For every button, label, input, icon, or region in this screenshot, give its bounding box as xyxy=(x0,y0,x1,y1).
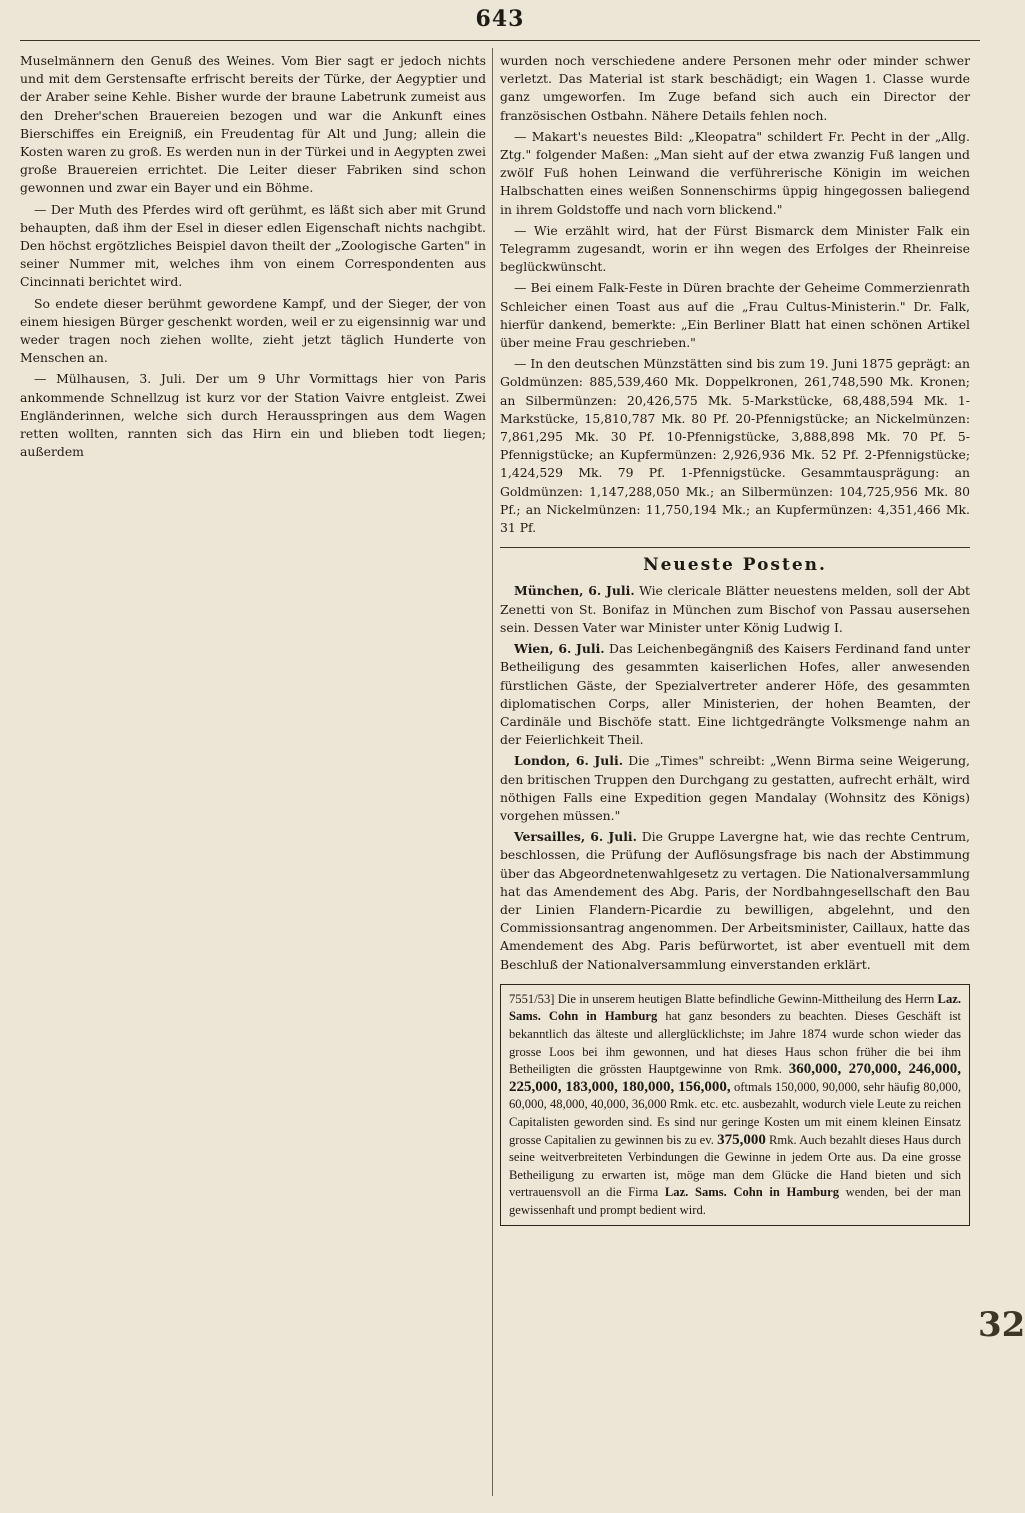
ad-reference: 7551/53] xyxy=(509,991,555,1006)
column-divider xyxy=(492,48,493,1496)
article-paragraph: — Makart's neuestes Bild: „Kleopatra" schildert Fr. Pecht in der „Allg. Ztg." folgender Maßen: „Man sieht auf der etwa zwanzig Fuß langen und zwölf Fuß hohen Leinwand die verführerische Königin im weichen Halbschatten eines weißen Sonnenschirms üppig hingegossen baliegend in ihrem Goldstoffe und nach vorn blickend." xyxy=(500,128,970,217)
lottery-advertisement xyxy=(500,984,970,1227)
article-paragraph: Muselmännern den Genuß des Weines. Vom Bier sagt er jedoch nichts und mit dem Gerstensafte erfrischt bereits der Türke, der Aegyptier und der Araber seine Kehle. Bisher wurde der braune Labetrunk zumeist aus den Dreher'schen Brauereien bezogen und war die Ankunft eines Bierschiffes ein Ereigniß, ein Freudentag für Alt und Jung; allein die Kosten waren zu groß. Es werden nun in der Türkei und in Aegypten zwei große Brauereien errichtet. Die Leiter dieser Fabriken sind schon gewonnen und zwar ein Bayer und ein Böhme. xyxy=(20,53,486,196)
ad-body: oftmals 150,000, 90,000, sehr häufig 80,000, 60,000, 48,000, 40,000, 36,000 Rmk. etc. etc. ausbezahlt, wodurch viele Leute zu reichen Capitalisten geworden sind. Es sind nur geringe Kosten um mit einem kleinen Einsatz grosse Capitalien zu gewinnen bis zu ev. xyxy=(509,1079,962,1147)
ad-prize-list: 360,000, 270,000, 246,000, 225,000, 183,000, 180,000, 156,000, xyxy=(509,1061,962,1095)
article-paragraph: — Der Muth des Pferdes wird oft gerühmt, es läßt sich aber mit Grund behaupten, daß ihm der Esel in dieser edlen Eigenschaft nichts nachgibt. Den höchst ergötzliches Beispiel davon theilt der „Zoologische Garten" in seiner Nummer mit, welches ihm von einem Correspondenten aus Cincinnati berichtet wird. xyxy=(20,201,486,290)
page-number: 643 xyxy=(475,6,525,32)
news-dateline: London, 6. Juli. xyxy=(514,753,624,769)
news-text: Das Leichenbegängniß des Kaisers Ferdinand fand unter Betheiligung des gesammten kaiserlichen Hofes, aller anwesenden fürstlichen Gäste, der Spezialvertreter anderer Höfe, des gesammten diplomatischen Corps, aller Ministerien, der hohen Beamten, der Cardinäle und Bischöfe statt. Eine lichtgedrängte Volksmenge nahm an der Feierlichkeit Theil. xyxy=(500,641,970,748)
section-rule xyxy=(500,547,970,548)
ad-firm-place: in Hamburg xyxy=(586,1009,658,1024)
news-item xyxy=(500,582,970,637)
article-paragraph: — Bei einem Falk-Feste in Düren brachte der Geheime Commerzienrath Schleicher einen Toast aus auf die „Frau Cultus-Ministerin." Dr. Falk, hierfür dankend, bemerkte: „Ein Berliner Blatt hat einen schönen Artikel über meine Frau geschrieben." xyxy=(500,280,970,351)
ad-intro: Die in unserem heutigen Blatte befindliche Gewinn-Mittheilung des Herrn xyxy=(557,991,935,1006)
ad-body: Rmk. Auch bezahlt dieses Haus durch seine weitverbreiteten Verbindungen die Gewinne in jedem Orte aus. Da eine grosse Betheiligung zu erwarten ist, möge man dem Glücke die Hand bieten und sich vertrauensvoll an die Firma xyxy=(509,1132,961,1200)
article-paragraph: wurden noch verschiedene andere Personen mehr oder minder schwer verletzt. Das Material ist stark beschädigt; ein Wagen 1. Classe wurde ganz umgeworfen. Im Zuge befand sich auch ein Director der französischen Ostbahn. Nähere Details fehlen noch. xyxy=(500,53,970,123)
news-text: Wie clericale Blätter neuestens melden, soll der Abt Zenetti von St. Bonifaz in München zum Bischof von Passau ausersehen sein. Dessen Vater war Minister unter König Ludwig I. xyxy=(500,583,970,635)
ad-body: wenden, bei der man gewissenhaft und prompt bedient wird. xyxy=(509,1185,961,1217)
ad-body: hat ganz besonders zu beachten. Dieses Geschäft ist bekanntlich das älteste und allerglücklichste; im Jahre 1874 wurde schon wieder das grosse Loos bei ihm gewonnen, und hat dieses Haus schon früher die bei ihm Betheiligten die grössten Hauptgewinne von Rmk. xyxy=(509,1009,962,1077)
news-dateline: Wien, 6. Juli. xyxy=(514,641,605,657)
news-text: Die Gruppe Lavergne hat, wie das rechte Centrum, beschlossen, die Prüfung der Auflösungsfrage bis nach der Abstimmung über das Abgeordnetenwahlgesetz zu vertagen. Die Nationalversammlung hat das Amendement des Abg. Paris, der Nordbahngesellschaft den Bau der Linien Flandern-Picardie zu bewilligen, abgelehnt, und den Commissionsantrag angenommen. Der Arbeitsminister, Caillaux, hatte das Amendement des Abg. Paris befürwortet, ist aber eventuell mit dem Beschluß der Nationalversammlung einverstanden erklärt. xyxy=(500,829,970,972)
news-item xyxy=(500,640,970,749)
right-column xyxy=(500,52,970,1492)
news-section-title: Neueste Posten. xyxy=(643,555,827,576)
ad-firm-repeat: Laz. Sams. Cohn in Hamburg xyxy=(664,1185,840,1200)
ad-firm-name: Laz. Sams. Cohn xyxy=(509,991,961,1024)
article-paragraph: So endete dieser berühmt gewordene Kampf, und der Sieger, der von einem hiesigen Bürger geschenkt worden, weil er zu eigensinnig war und weder tragen noch ziehen wollte, zieht jetzt täglich Hunderte von Menschen an. xyxy=(20,295,486,366)
article-paragraph: — Wie erzählt wird, hat der Fürst Bismarck dem Minister Falk ein Telegramm zugesandt, worin er ihn wegen des Erfolges der Rheinreise beglückwünscht. xyxy=(500,222,970,275)
mint-statistics-paragraph: — In den deutschen Münzstätten sind bis zum 19. Juni 1875 geprägt: an Goldmünzen: 885,539,460 Mk. Doppelkronen, 261,748,590 Mk. Kronen; an Silbermünzen: 20,426,575 Mk. 5-Markstücke, 68,488,594 Mk. 1-Markstücke, 15,810,787 Mk. 80 Pf. 20-Pfennigstücke; an Nickelmünzen: 7,861,295 Mk. 30 Pf. 10-Pfennigstücke, 3,888,898 Mk. 70 Pf. 5-Pfennigstücke; an Kupfermünzen: 2,926,936 Mk. 52 Pf. 2-Pfennigstücke; 1,424,529 Mk. 79 Pf. 1-Pfennigstücke. Gesammtausprägung: an Goldmünzen: 1,147,288,050 Mk.; an Silbermünzen: 104,725,956 Mk. 80 Pf.; an Nickelmünzen: 11,750,194 Mk.; an Kupfermünzen: 4,351,466 Mk. 31 Pf. xyxy=(500,356,970,536)
news-dateline: Versailles, 6. Juli. xyxy=(514,829,637,845)
left-column xyxy=(20,52,486,1492)
news-item xyxy=(500,828,970,974)
news-text: Die „Times" schreibt: „Wenn Birma seine Weigerung, den britischen Truppen den Durchgang zu gestatten, aufrecht erhält, wird nöthigen Falls eine Expedition gegen Mandalay (Wohnsitz des Königs) vorgehen müssen." xyxy=(500,753,970,823)
ad-max-prize: 375,000 xyxy=(717,1131,766,1148)
news-item xyxy=(500,752,970,825)
news-dateline: München, 6. Juli. xyxy=(514,583,635,599)
edge-stamp-mark: 32 xyxy=(978,1305,1025,1345)
header-rule xyxy=(20,40,980,41)
article-paragraph: — Mülhausen, 3. Juli. Der um 9 Uhr Vormittags hier von Paris ankommende Schnellzug ist kurz vor der Station Vaivre entgleist. Zwei Engländerinnen, welche sich durch Herausspringen aus dem Wagen retten wollten, rannten sich das Hirn ein und blieben todt liegen; außerdem xyxy=(20,371,486,460)
